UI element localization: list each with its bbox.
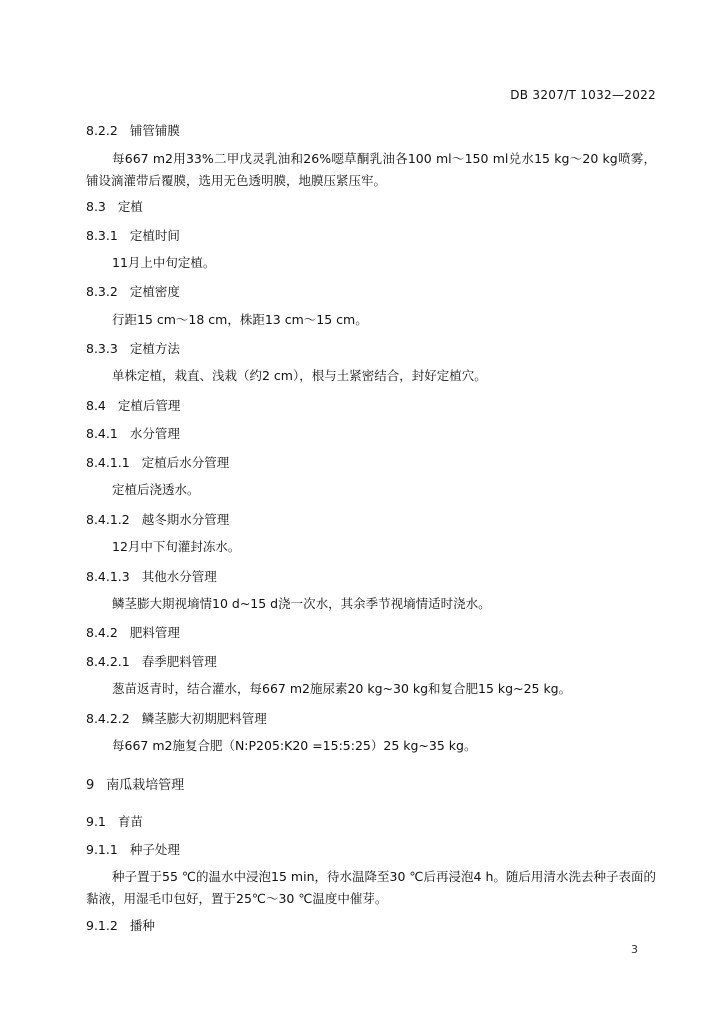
section-number: 8.3.1 [86, 228, 118, 243]
section-heading-8-2-2 [86, 121, 180, 139]
section-number: 8.4.2.2 [86, 711, 130, 726]
paragraph-other-watering: 鳞茎膨大期视墒情10 d~15 d浇一次水，其余季节视墒情适时浇水。 [112, 596, 491, 611]
section-heading-8-3-1 [86, 226, 180, 244]
paragraph-mulching: 每667 m2用33%二甲戊灵乳油和26%噁草酮乳油各100 ml～150 ml兑水15 kg～20 kg喷雾，铺设滴灌带后覆膜，选用无色透明膜，地膜压紧压牢。 [86, 151, 656, 188]
section-title: 定植后管理 [117, 398, 181, 413]
section-number: 8.4.1 [86, 426, 118, 441]
section-title: 春季肥料管理 [141, 654, 217, 669]
section-title: 播种 [129, 918, 155, 933]
section-title: 定植后水分管理 [141, 455, 230, 470]
paragraph-watering-after-planting: 定植后浇透水。 [112, 482, 200, 497]
paragraph-planting-density: 行距15 cm～18 cm，株距13 cm～15 cm。 [112, 312, 368, 327]
paragraph-planting-method: 单株定植，栽直、浅栽（约2 cm），根与土紧密结合，封好定植穴。 [112, 368, 487, 383]
section-number: 8.3.2 [86, 284, 118, 299]
section-number: 8.4.1.1 [86, 455, 130, 470]
section-heading-9-1-1 [86, 840, 180, 858]
section-heading-9-1-2 [86, 916, 155, 934]
section-number: 9.1.1 [86, 842, 118, 857]
paragraph-spring-fertilizer: 葱苗返青时，结合灌水，每667 m2施尿素20 kg~30 kg和复合肥15 kg~25 kg。 [112, 681, 572, 696]
section-heading-8-4 [86, 396, 180, 414]
section-title: 种子处理 [129, 842, 180, 857]
section-heading-8-3-3 [86, 339, 180, 357]
paragraph-planting-time: 11月上中旬定植。 [112, 255, 216, 270]
section-title: 水分管理 [129, 426, 180, 441]
document-id: DB 3207/T 1032—2022 [510, 88, 656, 102]
section-heading-8-4-1-1 [86, 453, 229, 471]
section-title: 定植 [117, 199, 143, 214]
section-number: 8.4 [86, 398, 106, 413]
section-heading-8-4-1 [86, 424, 180, 442]
section-title: 育苗 [117, 814, 143, 829]
paragraph-winter-watering: 12月中下旬灌封冻水。 [112, 539, 241, 554]
section-heading-8-4-1-2 [86, 510, 229, 528]
section-number: 8.2.2 [86, 123, 118, 138]
section-number: 8.4.2.1 [86, 654, 130, 669]
section-number: 9.1.2 [86, 918, 118, 933]
section-title: 越冬期水分管理 [141, 512, 230, 527]
section-heading-8-4-2 [86, 623, 180, 641]
paragraph-seed-treatment: 种子置于55 ℃的温水中浸泡15 min，待水温降至30 ℃后再浸泡4 h。随后用清水洗去种子表面的黏液，用湿毛巾包好，置于25℃～30 ℃温度中催芽。 [86, 869, 656, 906]
section-heading-8-4-2-2 [86, 709, 267, 727]
section-number: 9 [86, 778, 95, 793]
page-number: 3 [631, 943, 638, 956]
section-title: 肥料管理 [129, 625, 180, 640]
section-number: 8.4.1.2 [86, 512, 130, 527]
section-number: 9.1 [86, 814, 106, 829]
section-heading-8-3-2 [86, 282, 180, 300]
section-number: 8.4.1.3 [86, 569, 130, 584]
section-title: 铺管铺膜 [129, 123, 180, 138]
section-number: 8.3.3 [86, 341, 118, 356]
section-heading-9 [86, 774, 184, 793]
section-heading-8-4-2-1 [86, 652, 217, 670]
section-number: 8.3 [86, 199, 106, 214]
section-title: 南瓜栽培管理 [106, 778, 185, 793]
section-number: 8.4.2 [86, 625, 118, 640]
paragraph-bulb-fertilizer: 每667 m2施复合肥（N:P205:K20 =15:5:25）25 kg~35 kg。 [112, 738, 477, 753]
section-heading-8-4-1-3 [86, 567, 217, 585]
section-heading-8-3 [86, 197, 143, 215]
section-title: 鳞茎膨大初期肥料管理 [141, 711, 267, 726]
section-heading-9-1 [86, 812, 143, 830]
section-title: 定植方法 [129, 341, 180, 356]
section-title: 其他水分管理 [141, 569, 217, 584]
section-title: 定植密度 [129, 284, 180, 299]
section-title: 定植时间 [129, 228, 180, 243]
